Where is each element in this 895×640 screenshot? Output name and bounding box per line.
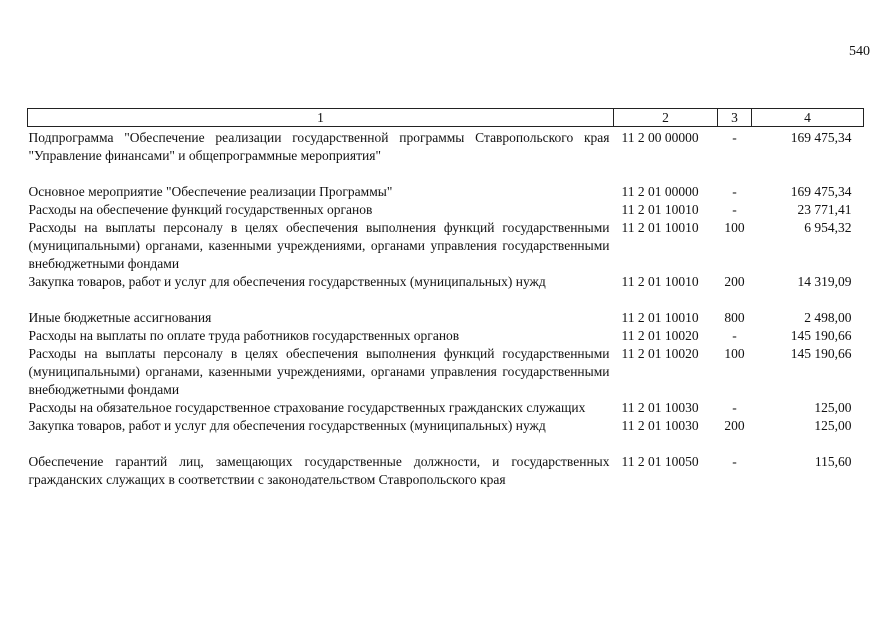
row-amount: 6 954,32 xyxy=(804,220,852,235)
row-name: Иные бюджетные ассигнования xyxy=(28,310,212,325)
row-name: Обеспечение гарантий лиц, замещающих государственные должности, и государственных гражданских служащих в соответствии с законодательством Ставропольского края xyxy=(28,454,610,487)
row-code: 11 2 01 10010 xyxy=(621,220,699,235)
row-code: 11 2 00 00000 xyxy=(621,130,699,145)
row-amount: 169 475,34 xyxy=(790,130,852,145)
row-code: 11 2 01 00000 xyxy=(621,184,699,199)
table-row xyxy=(28,201,864,219)
row-type: 100 xyxy=(724,220,745,235)
row-type: 100 xyxy=(724,346,745,361)
table-row xyxy=(28,219,864,273)
row-name: Расходы на выплаты персоналу в целях обеспечения выполнения функций государственными (муниципальными) органами, казенными учреждениями, органами управления государственными внебюджетными фондами xyxy=(28,220,610,271)
table-row xyxy=(28,273,864,309)
column-header-3: 3 xyxy=(718,109,752,127)
table-row xyxy=(28,127,864,184)
table-row xyxy=(28,417,864,453)
row-code: 11 2 01 10030 xyxy=(621,400,699,415)
row-code: 11 2 01 10010 xyxy=(621,274,699,289)
row-amount: 14 319,09 xyxy=(797,274,852,289)
table-row xyxy=(28,345,864,399)
table-row xyxy=(28,399,864,417)
column-header-2: 2 xyxy=(614,109,718,127)
row-amount: 169 475,34 xyxy=(790,184,852,199)
row-amount: 23 771,41 xyxy=(797,202,852,217)
row-amount: 145 190,66 xyxy=(790,346,852,361)
row-code: 11 2 01 10020 xyxy=(621,346,699,361)
table-row xyxy=(28,309,864,327)
row-code: 11 2 01 10030 xyxy=(621,418,699,433)
row-amount: 2 498,00 xyxy=(804,310,852,325)
table-row xyxy=(28,183,864,201)
row-type: 200 xyxy=(724,418,745,433)
column-header-4: 4 xyxy=(752,109,864,127)
row-name: Расходы на обязательное государственное страхование государственных гражданских служащих xyxy=(28,400,586,415)
table-row xyxy=(28,453,864,489)
table-row xyxy=(28,327,864,345)
row-code: 11 2 01 10020 xyxy=(621,328,699,343)
row-type: - xyxy=(732,184,737,199)
row-amount: 125,00 xyxy=(814,418,852,433)
row-amount: 125,00 xyxy=(814,400,852,415)
row-amount: 145 190,66 xyxy=(790,328,852,343)
row-code: 11 2 01 10010 xyxy=(621,310,699,325)
row-type: - xyxy=(732,328,737,343)
table-header-row xyxy=(28,109,864,127)
row-type: - xyxy=(732,130,737,145)
row-type: - xyxy=(732,202,737,217)
row-name: Расходы на выплаты персоналу в целях обеспечения выполнения функций государственными (муниципальными) органами, казенными учреждениями, органами управления государственными внебюджетными фондами xyxy=(28,346,610,397)
row-type: 800 xyxy=(724,310,745,325)
row-name: Закупка товаров, работ и услуг для обеспечения государственных (муниципальных) нужд xyxy=(28,418,546,433)
row-type: - xyxy=(732,400,737,415)
row-type: - xyxy=(732,454,737,469)
page-number: 540 xyxy=(849,44,870,59)
row-name: Закупка товаров, работ и услуг для обеспечения государственных (муниципальных) нужд xyxy=(28,274,546,289)
column-header-1: 1 xyxy=(28,109,614,127)
row-amount: 115,60 xyxy=(814,454,852,469)
row-name: Расходы на обеспечение функций государственных органов xyxy=(28,202,373,217)
row-name: Подпрограмма "Обеспечение реализации государственной программы Ставропольского края "Управление финансами" и общепрограммные мероприятия" xyxy=(28,130,610,163)
row-code: 11 2 01 10010 xyxy=(621,202,699,217)
row-type: 200 xyxy=(724,274,745,289)
budget-table xyxy=(27,108,864,489)
row-name: Расходы на выплаты по оплате труда работников государственных органов xyxy=(28,328,460,343)
row-name: Основное мероприятие "Обеспечение реализации Программы" xyxy=(28,184,393,199)
row-code: 11 2 01 10050 xyxy=(621,454,699,469)
